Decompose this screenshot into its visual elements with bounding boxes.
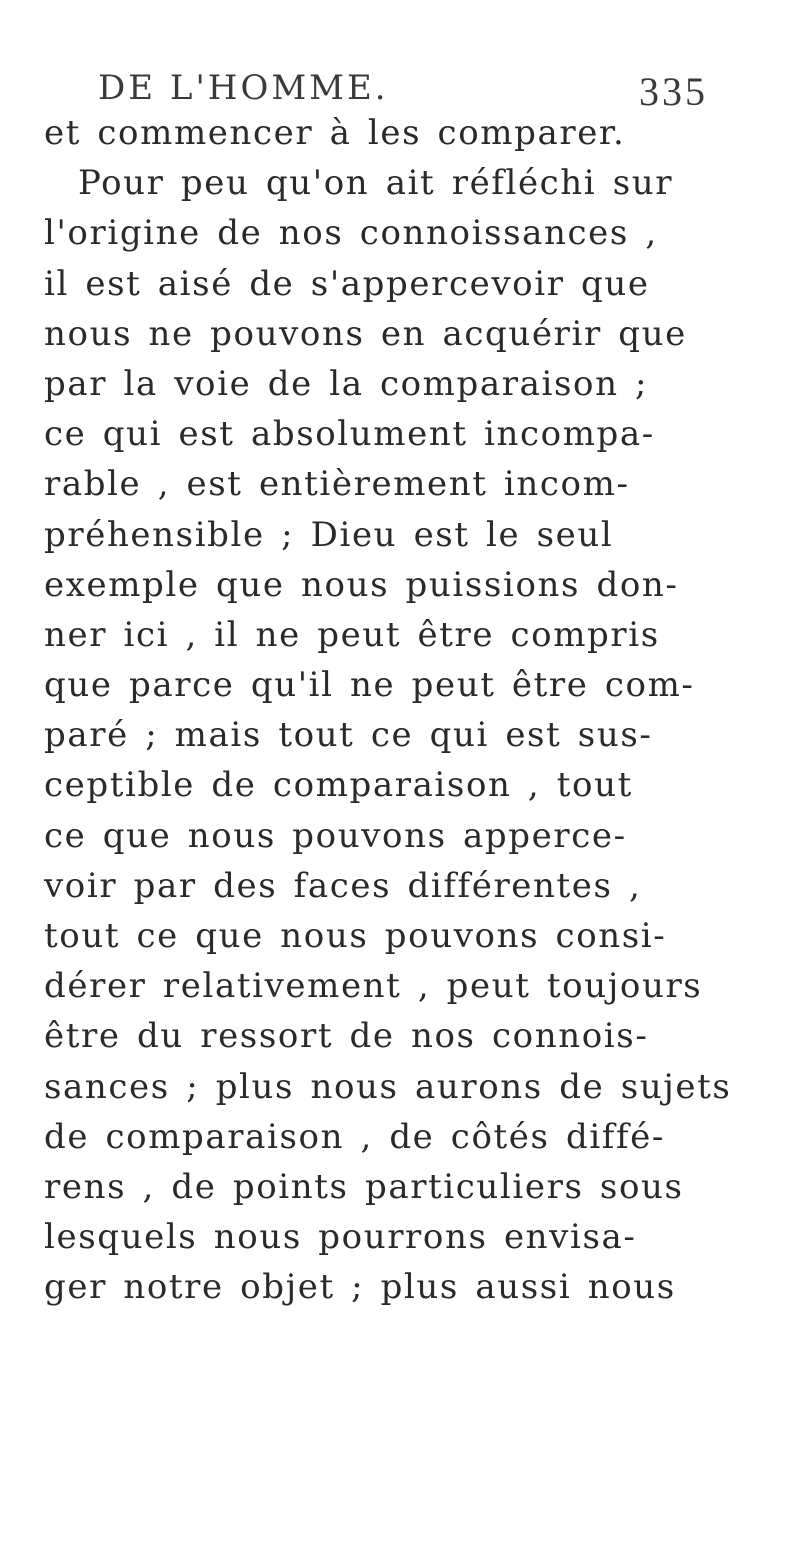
text-line: rens , de points particuliers sous <box>44 1166 684 1207</box>
text-line: ce que nous pouvons apperce- <box>44 815 627 856</box>
text-line: sances ; plus nous aurons de sujets <box>44 1066 732 1107</box>
text-line: de comparaison , de côtés diffé- <box>44 1116 665 1157</box>
text-line: ner ici , il ne peut être compris <box>44 614 660 655</box>
text-line: être du ressort de nos connois- <box>44 1016 649 1057</box>
text-line: exemple que nous puissions don- <box>44 564 679 605</box>
text-line: ce qui est absolument incompa- <box>44 414 655 455</box>
text-line: lesquels nous pourrons envisa- <box>44 1217 637 1258</box>
text-line: par la voie de la comparaison ; <box>44 363 649 404</box>
page-number: 335 <box>639 69 708 114</box>
text-line: ger notre objet ; plus aussi nous <box>44 1267 676 1308</box>
text-line: nous ne pouvons en acquérir que <box>44 313 687 354</box>
text-line: paré ; mais tout ce qui est sus- <box>44 715 653 756</box>
text-line: rable , est entièrement incom- <box>44 464 630 505</box>
text-line: dérer relativement , peut toujours <box>44 966 703 1007</box>
text-line: Pour peu qu'on ait réfléchi sur <box>78 163 674 204</box>
text-line: préhensible ; Dieu est le seul <box>44 514 614 555</box>
text-line: voir par des faces différentes , <box>44 865 642 906</box>
text-line: que parce qu'il ne peut être com- <box>44 665 695 706</box>
text-line: ceptible de comparaison , tout <box>44 765 633 806</box>
text-line: et commencer à les comparer. <box>44 113 626 153</box>
text-line: tout ce que nous pouvons consi- <box>44 916 667 956</box>
running-title: DE L'HOMME. <box>98 68 389 108</box>
text-line: l'origine de nos connoissances , <box>44 213 658 254</box>
body-text <box>44 108 764 1313</box>
text-line: il est aisé de s'appercevoir que <box>44 263 650 304</box>
